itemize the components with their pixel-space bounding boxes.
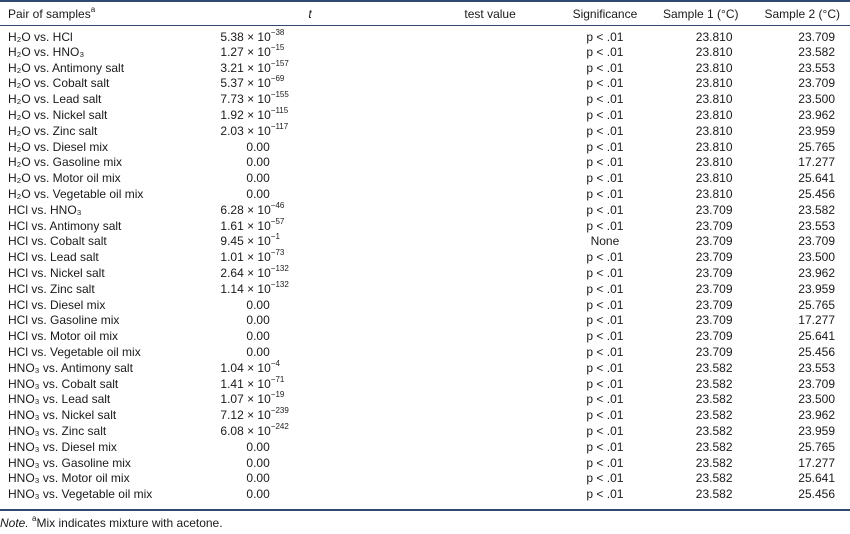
header-sample-1: Sample 1 (°C) (663, 7, 739, 21)
cell-sample-1: 23.709 (695, 218, 733, 233)
cell-significance: p < .01 (586, 471, 624, 486)
cell-sample-2: 23.553 (798, 218, 835, 233)
cell-t-value: 0.00 (246, 155, 270, 170)
table-row (0, 265, 850, 281)
table-row (0, 313, 850, 329)
cell-sample-2: 23.709 (798, 76, 835, 91)
cell-significance: p < .01 (586, 44, 624, 59)
cell-pair: HCl vs. Motor oil mix (8, 329, 119, 344)
cell-t-value: 0.00 (246, 455, 270, 470)
cell-pair: H₂O vs. Nickel salt (8, 108, 108, 123)
cell-sample-2: 17.277 (798, 313, 835, 328)
cell-t-value: $9.45 \times 10^{-1}$ (220, 232, 280, 249)
table-row (0, 44, 850, 60)
cell-t-value: 0.00 (246, 471, 270, 486)
cell-significance: p < .01 (586, 281, 624, 296)
table-row (0, 423, 850, 439)
cell-sample-1: 23.709 (695, 250, 733, 265)
cell-pair: H₂O vs. Antimony salt (8, 60, 125, 75)
cell-sample-2: 23.553 (798, 60, 835, 75)
cell-sample-1: 23.810 (695, 155, 733, 170)
cell-t-value: $1.92 \times 10^{-115}$ (220, 106, 289, 123)
table-row (0, 486, 850, 502)
cell-pair: HCl vs. Vegetable oil mix (8, 345, 141, 360)
cell-significance: p < .01 (586, 266, 624, 281)
table-row (0, 376, 850, 392)
cell-significance: p < .01 (586, 250, 624, 265)
cell-pair: HCl vs. Diesel mix (8, 297, 106, 312)
cell-t-value: 0.00 (246, 439, 270, 454)
cell-significance: p < .01 (586, 187, 624, 202)
cell-sample-2: 17.277 (798, 155, 835, 170)
table-row (0, 344, 850, 360)
table-row (0, 407, 850, 423)
cell-t-value: $7.12 \times 10^{-239}$ (220, 406, 289, 423)
table-row (0, 392, 850, 408)
cell-pair: HNO₃ vs. Diesel mix (8, 439, 117, 454)
cell-significance: p < .01 (586, 155, 624, 170)
cell-t-value: $1.27 \times 10^{-15}$ (220, 42, 285, 59)
cell-significance: p < .01 (586, 123, 624, 138)
table-row (0, 249, 850, 265)
cell-significance: p < .01 (586, 345, 624, 360)
table-row (0, 155, 850, 171)
cell-pair: H₂O vs. Motor oil mix (8, 171, 121, 186)
table-note: Note. $^a$Mix indicates mixture with acetone. (0, 514, 223, 530)
cell-sample-1: 23.810 (695, 76, 733, 91)
cell-t-value: $7.73 \times 10^{-155}$ (220, 90, 289, 107)
cell-sample-1: 23.709 (695, 297, 733, 312)
header-t-test-value: t test value (308, 7, 516, 21)
header-significance: Significance (572, 7, 638, 21)
cell-significance: p < .01 (586, 487, 624, 502)
cell-t-value: 0.00 (246, 329, 270, 344)
cell-sample-1: 23.582 (695, 455, 733, 470)
cell-pair: HCl vs. Lead salt (8, 250, 99, 265)
cell-sample-2: 25.456 (798, 487, 835, 502)
cell-sample-2: 23.500 (798, 92, 835, 107)
cell-t-value: 0.00 (246, 139, 270, 154)
cell-pair: HCl vs. Gasoline mix (8, 313, 120, 328)
cell-pair: HNO₃ vs. Cobalt salt (8, 376, 119, 391)
cell-sample-2: 25.456 (798, 187, 835, 202)
cell-t-value: $2.03 \times 10^{-117}$ (220, 121, 289, 138)
cell-sample-2: 25.765 (798, 139, 835, 154)
cell-sample-1: 23.810 (695, 139, 733, 154)
cell-significance: p < .01 (586, 439, 624, 454)
cell-pair: H₂O vs. Lead salt (8, 92, 102, 107)
table-row (0, 328, 850, 344)
cell-sample-1: 23.810 (695, 108, 733, 123)
cell-sample-2: 23.500 (798, 250, 835, 265)
cell-significance: p < .01 (586, 76, 624, 91)
table-row (0, 186, 850, 202)
cell-pair: HCl vs. HNO₃ (8, 202, 82, 217)
cell-significance: p < .01 (586, 297, 624, 312)
cell-sample-2: 23.959 (798, 424, 835, 439)
cell-sample-2: 17.277 (798, 455, 835, 470)
table-row (0, 281, 850, 297)
cell-pair: HNO₃ vs. Antimony salt (8, 360, 133, 375)
cell-t-value: $2.64 \times 10^{-132}$ (220, 264, 289, 281)
cell-sample-1: 23.810 (695, 44, 733, 59)
table-row (0, 360, 850, 376)
cell-sample-1: 23.810 (695, 60, 733, 75)
cell-significance: p < .01 (586, 455, 624, 470)
cell-pair: H₂O vs. Vegetable oil mix (8, 187, 144, 202)
cell-sample-1: 23.582 (695, 487, 733, 502)
cell-significance: p < .01 (586, 108, 624, 123)
table-bottom-rule (0, 509, 850, 511)
cell-sample-2: 25.641 (798, 471, 835, 486)
cell-significance: p < .01 (586, 424, 624, 439)
cell-sample-1: 23.810 (695, 30, 733, 44)
cell-sample-1: 23.582 (695, 360, 733, 375)
cell-t-value: 0.00 (246, 297, 270, 312)
table-row (0, 107, 850, 123)
cell-sample-1: 23.810 (695, 123, 733, 138)
cell-significance: p < .01 (586, 408, 624, 423)
cell-t-value: 0.00 (246, 313, 270, 328)
cell-sample-2: 23.709 (798, 376, 835, 391)
table-row (0, 471, 850, 487)
cell-significance: p < .01 (586, 329, 624, 344)
cell-t-value: 0.00 (246, 345, 270, 360)
cell-pair: HCl vs. Cobalt salt (8, 234, 107, 249)
cell-significance: p < .01 (586, 139, 624, 154)
cell-sample-2: 25.641 (798, 329, 835, 344)
cell-t-value: $6.28 \times 10^{-46}$ (220, 200, 285, 217)
cell-sample-1: 23.582 (695, 439, 733, 454)
cell-t-value: $3.21 \times 10^{-157}$ (220, 58, 289, 75)
cell-pair: H₂O vs. HCl (8, 30, 73, 44)
cell-significance: p < .01 (586, 171, 624, 186)
cell-t-value: $1.04 \times 10^{-4}$ (220, 358, 280, 375)
cell-sample-2: 23.500 (798, 392, 835, 407)
cell-t-value: 0.00 (246, 487, 270, 502)
cell-t-value: $1.41 \times 10^{-71}$ (220, 374, 285, 391)
table-row (0, 170, 850, 186)
cell-sample-1: 23.810 (695, 171, 733, 186)
cell-sample-1: 23.810 (695, 187, 733, 202)
cell-t-value: $6.08 \times 10^{-242}$ (220, 422, 289, 439)
cell-pair: H₂O vs. Zinc salt (8, 123, 98, 138)
cell-sample-1: 23.709 (695, 329, 733, 344)
table-row (0, 234, 850, 250)
cell-pair: HCl vs. Zinc salt (8, 281, 95, 296)
cell-sample-1: 23.709 (695, 202, 733, 217)
cell-pair: HNO₃ vs. Motor oil mix (8, 471, 130, 486)
cell-sample-2: 23.709 (798, 234, 835, 249)
cell-sample-1: 23.709 (695, 266, 733, 281)
header-pair-of-samples: Pair of samples$^a$ (8, 5, 96, 21)
cell-sample-2: 23.962 (798, 266, 835, 281)
cell-significance: p < .01 (586, 313, 624, 328)
cell-t-value: 0.00 (246, 187, 270, 202)
cell-sample-2: 23.962 (798, 108, 835, 123)
t-test-table (0, 3, 850, 502)
table-row (0, 439, 850, 455)
cell-significance: p < .01 (586, 60, 624, 75)
table-row (0, 123, 850, 139)
cell-t-value: 0.00 (246, 171, 270, 186)
cell-sample-2: 25.765 (798, 439, 835, 454)
cell-pair: H₂O vs. Diesel mix (8, 139, 109, 154)
cell-sample-1: 23.582 (695, 424, 733, 439)
cell-significance: p < .01 (586, 202, 624, 217)
table-row (0, 60, 850, 76)
cell-sample-2: 25.765 (798, 297, 835, 312)
cell-pair: HNO₃ vs. Nickel salt (8, 408, 117, 423)
cell-sample-2: 23.582 (798, 44, 835, 59)
cell-sample-1: 23.709 (695, 234, 733, 249)
cell-pair: HCl vs. Antimony salt (8, 218, 122, 233)
cell-pair: HNO₃ vs. Lead salt (8, 392, 111, 407)
table-header-row (0, 3, 850, 25)
table-row (0, 455, 850, 471)
cell-significance: p < .01 (586, 92, 624, 107)
cell-pair: HNO₃ vs. Gasoline mix (8, 455, 131, 470)
cell-significance: p < .01 (586, 392, 624, 407)
cell-pair: H₂O vs. Gasoline mix (8, 155, 123, 170)
cell-pair: HCl vs. Nickel salt (8, 266, 105, 281)
table-row (0, 25, 850, 44)
cell-t-value: $1.14 \times 10^{-132}$ (220, 279, 289, 296)
cell-sample-1: 23.810 (695, 92, 733, 107)
table-row (0, 202, 850, 218)
cell-sample-2: 25.456 (798, 345, 835, 360)
cell-sample-2: 23.582 (798, 202, 835, 217)
cell-sample-1: 23.709 (695, 345, 733, 360)
cell-sample-2: 23.959 (798, 281, 835, 296)
cell-t-value: $5.38 \times 10^{-38}$ (220, 28, 285, 44)
cell-sample-2: 23.709 (798, 30, 835, 44)
table-row (0, 76, 850, 92)
cell-sample-2: 23.959 (798, 123, 835, 138)
cell-sample-1: 23.582 (695, 471, 733, 486)
cell-t-value: $1.61 \times 10^{-57}$ (220, 216, 285, 233)
cell-sample-1: 23.582 (695, 376, 733, 391)
cell-sample-2: 23.553 (798, 360, 835, 375)
cell-t-value: $5.37 \times 10^{-69}$ (220, 74, 285, 91)
cell-significance: p < .01 (586, 30, 624, 44)
cell-sample-1: 23.582 (695, 392, 733, 407)
cell-sample-2: 25.641 (798, 171, 835, 186)
cell-t-value: $1.01 \times 10^{-73}$ (220, 248, 285, 265)
cell-significance: p < .01 (586, 360, 624, 375)
cell-significance: None (590, 234, 620, 249)
cell-sample-1: 23.709 (695, 281, 733, 296)
cell-pair: H₂O vs. HNO₃ (8, 44, 85, 59)
table-row (0, 91, 850, 107)
cell-sample-1: 23.709 (695, 313, 733, 328)
cell-pair: HNO₃ vs. Vegetable oil mix (8, 487, 153, 502)
table-row (0, 297, 850, 313)
cell-significance: p < .01 (586, 376, 624, 391)
cell-sample-2: 23.962 (798, 408, 835, 423)
cell-t-value: $1.07 \times 10^{-19}$ (220, 390, 285, 407)
cell-pair: H₂O vs. Cobalt salt (8, 76, 110, 91)
cell-significance: p < .01 (586, 218, 624, 233)
table-row (0, 139, 850, 155)
cell-sample-1: 23.582 (695, 408, 733, 423)
cell-pair: HNO₃ vs. Zinc salt (8, 424, 107, 439)
header-sample-2: Sample 2 (°C) (764, 7, 840, 21)
table-row (0, 218, 850, 234)
table-top-rule (0, 0, 850, 2)
